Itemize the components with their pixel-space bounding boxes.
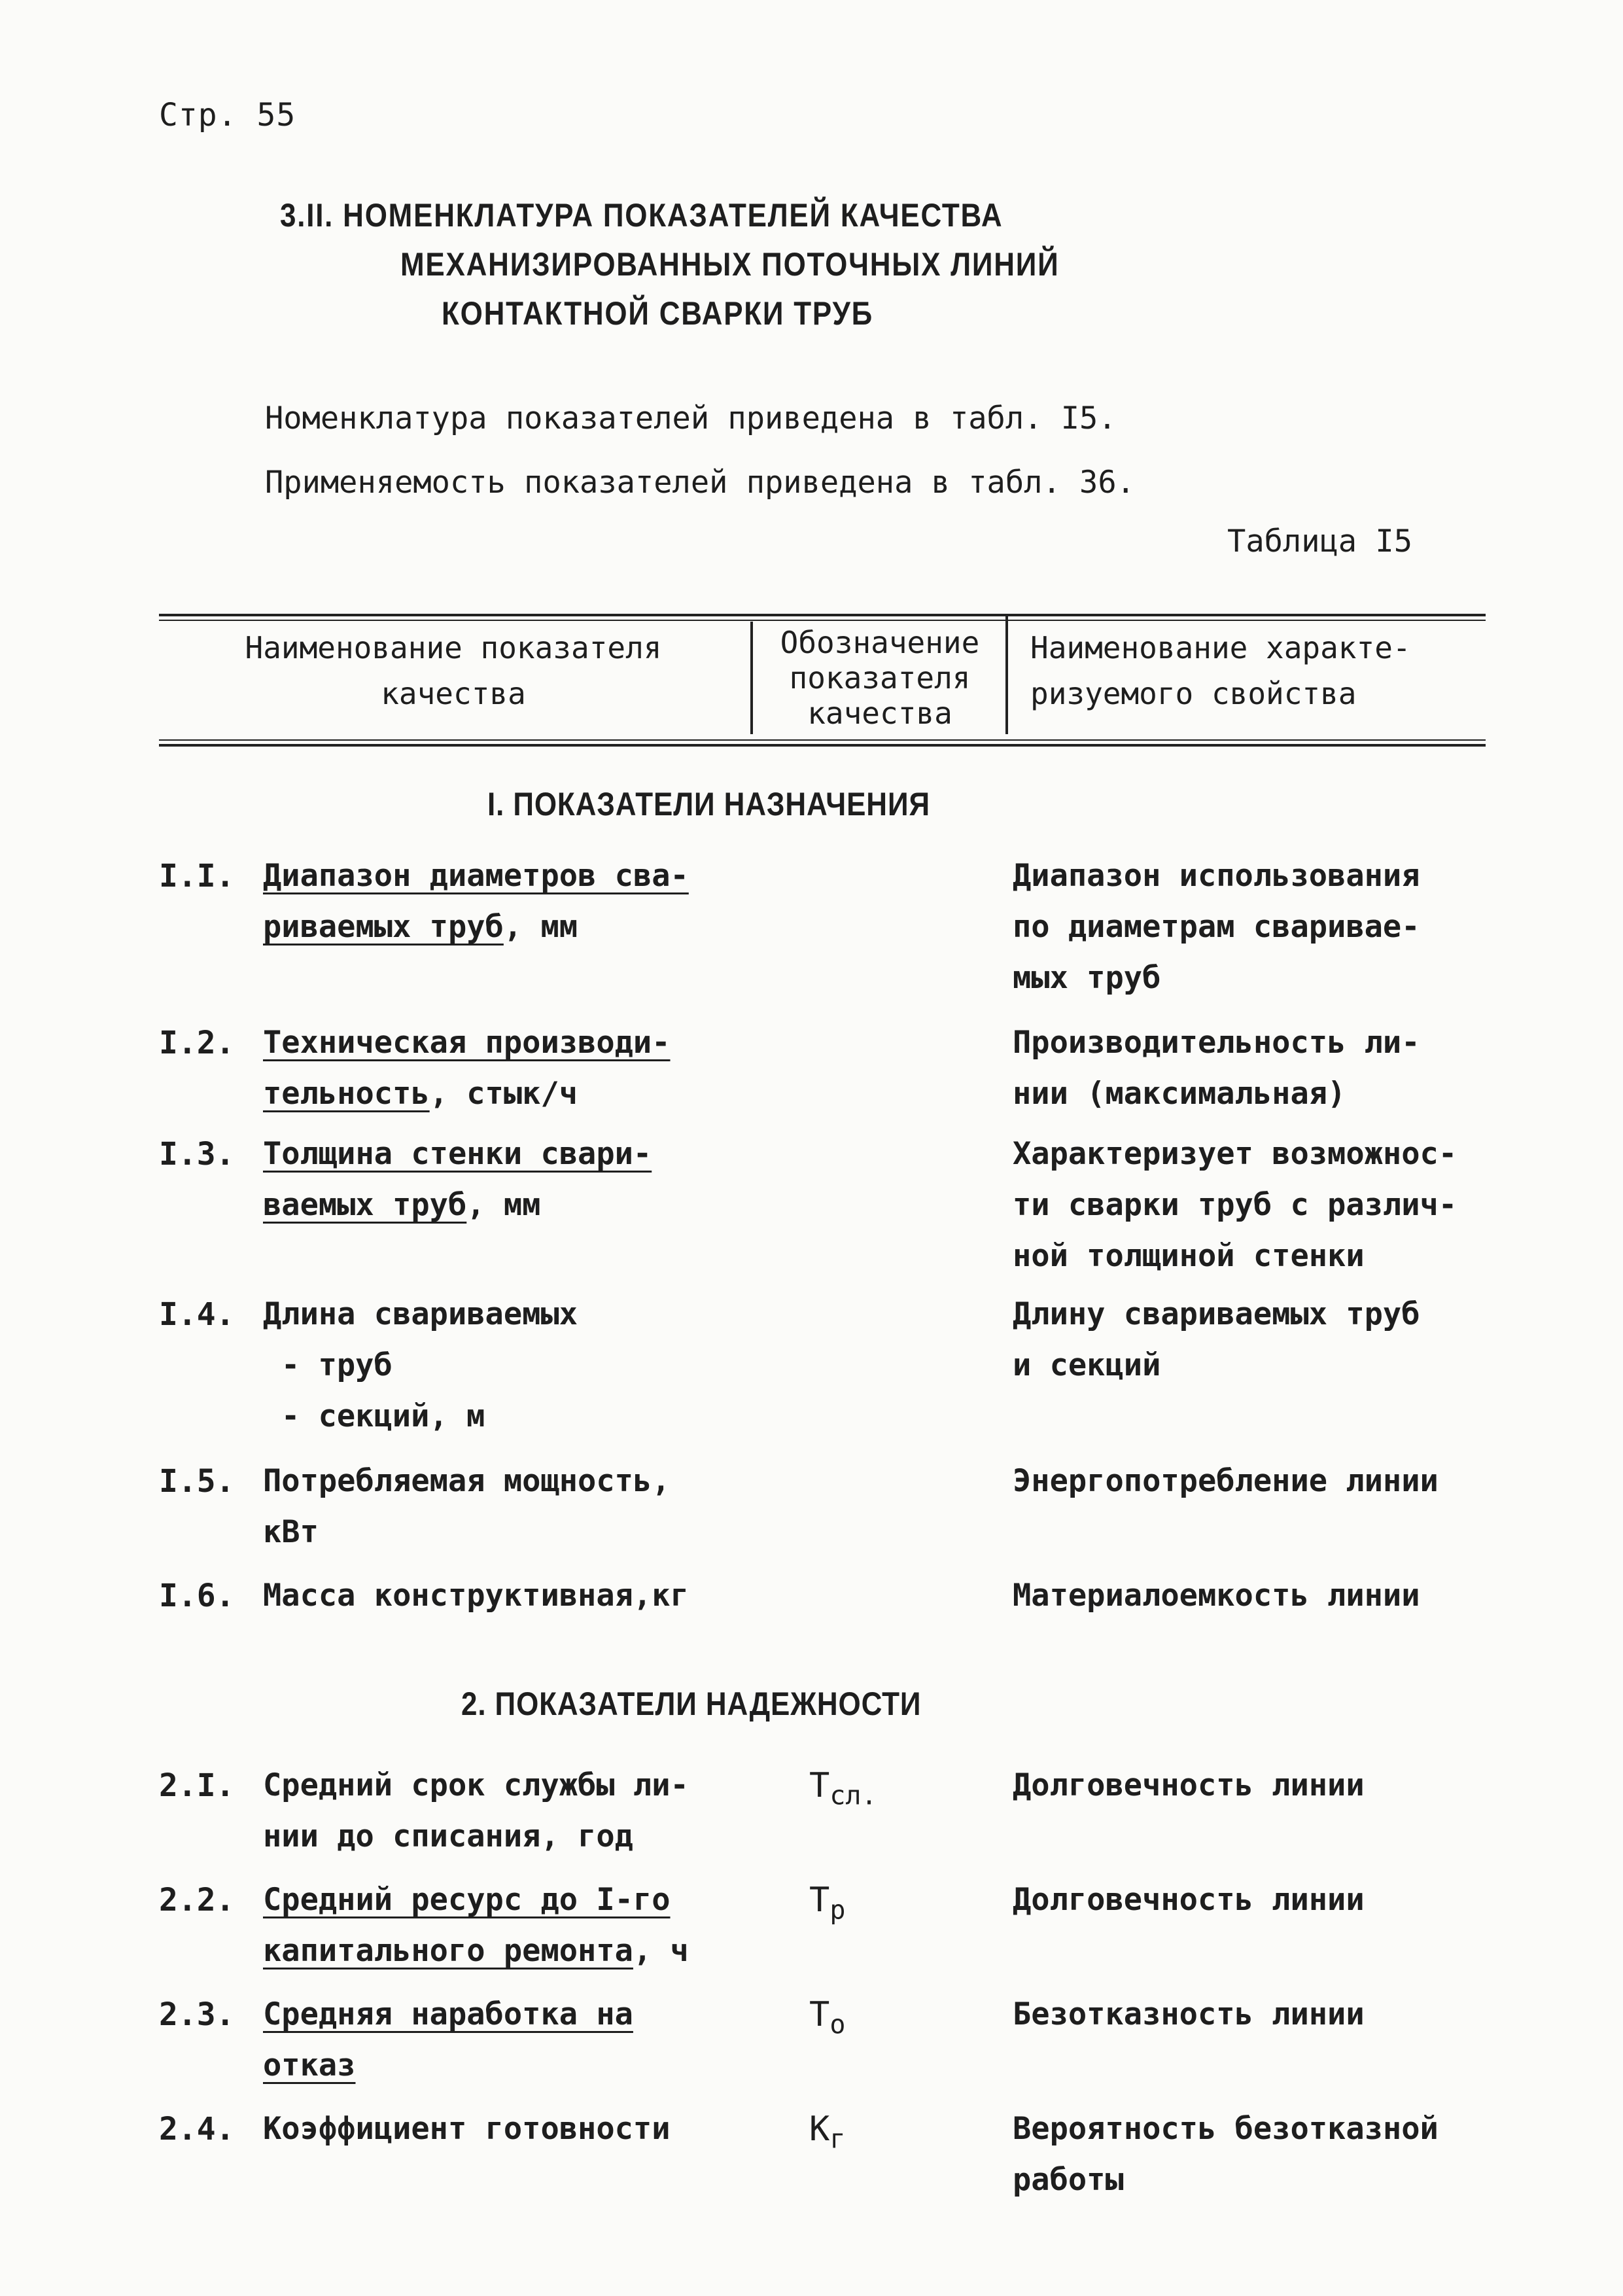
row-name-underlined: Средний ресурс до I-го [263,1882,671,1918]
row-property-line-1: Производительность ли- [1013,1025,1420,1061]
row-number: I.6. [159,1578,235,1614]
row-name-unit: , мм [503,909,578,945]
row-name-line-1: Средний срок службы ли- [263,1767,689,1803]
row-name-underlined: Диапазон диаметров сва- [263,858,689,894]
row-number: I.2. [159,1025,235,1061]
table-caption: Таблица I5 [1227,523,1412,559]
row-name-line-1: Потребляемая мощность, [263,1463,671,1499]
row-name [263,1017,747,1120]
row-property-line-2: и секций [1013,1347,1161,1383]
row-property: Энергопотребление линии [1013,1463,1439,1499]
page-number: Стр. 55 [159,97,296,133]
row-symbol [809,1989,845,2050]
row-property: Безотказность линии [1013,1996,1365,2032]
row-name [263,851,747,953]
row-name-line-2: нии до списания, год [263,1818,633,1854]
row-name: Масса конструктивная,кг [263,1578,689,1614]
row-name-unit: , стык/ч [429,1076,578,1112]
table-header-rule-thin [159,739,1486,741]
row-name-underlined-2: капитального ремонта [263,1933,633,1969]
row-name-unit: , ч [633,1933,689,1969]
table-top-rule-thin [159,620,1486,621]
row-property-line-2: работы [1013,2162,1124,2198]
row-property-line-2: нии (максимальная) [1013,1076,1346,1112]
row-number: 2.3. [159,1996,235,2033]
row-name-underlined-2: тельность [263,1076,430,1112]
row-property-line-2: ти сварки труб с различ- [1013,1187,1457,1223]
header-col-property [1030,625,1488,716]
intro-paragraph-1: Номенклатура показателей приведена в табл. I5. [265,400,1117,436]
row-name-underlined-2: риваемых труб [263,909,504,945]
row-name-underlined-2: отказ [263,2047,356,2083]
row-symbol [809,1760,877,1821]
header-col-property-line-1: Наименование характе- [1030,630,1411,665]
row-symbol-sub: г [829,2124,846,2155]
row-property [1013,1289,1510,1391]
heading-line-3: КОНТАКТНОЙ СВАРКИ ТРУБ [442,295,873,332]
header-col-property-line-2: ризуемого свойства [1030,676,1357,711]
row-number: 2.I. [159,1767,235,1804]
header-separator-1 [750,622,753,734]
row-property-line-1: Диапазон использования [1013,858,1420,894]
intro-paragraph-2: Применяемость показателей приведена в табл. 36. [265,465,1135,501]
row-property-line-3: ной толщиной стенки [1013,1238,1365,1274]
header-col-symbol [756,625,1004,731]
row-number: 2.4. [159,2111,235,2147]
row-symbol-main: Т [809,1766,830,1805]
row-name [263,1456,747,1558]
row-name-underlined-2: ваемых труб [263,1187,467,1223]
row-property: Долговечность линии [1013,1767,1365,1803]
row-name-underlined: Техническая производи- [263,1025,671,1061]
row-symbol-sub: о [829,2009,846,2040]
row-name-underlined: Средняя наработка на [263,1996,633,2032]
header-col-name [159,625,748,716]
header-col-symbol-line-1: Обозначение [780,625,980,660]
row-property [1013,1017,1510,1120]
row-number: 2.2. [159,1882,235,1918]
row-symbol-sub: р [829,1895,846,1926]
heading-line-2: МЕХАНИЗИРОВАННЫХ ПОТОЧНЫХ ЛИНИЙ [400,246,1060,283]
row-property-line-1: Вероятность безотказной [1013,2111,1439,2147]
table-top-rule [159,614,1486,616]
row-name [263,1129,747,1231]
row-number: I.5. [159,1463,235,1500]
row-number: I.3. [159,1136,235,1173]
row-property-line-3: мых труб [1013,960,1161,996]
row-property: Материалоемкость линии [1013,1578,1420,1614]
section-title-1: I. ПОКАЗАТЕЛИ НАЗНАЧЕНИЯ [487,786,930,822]
row-name [263,1289,747,1442]
row-symbol [809,1875,845,1935]
row-symbol-main: Т [809,1995,830,2034]
row-name-underlined: Толщина стенки свари- [263,1136,652,1172]
row-property [1013,1129,1510,1282]
heading-line-1: 3.II. НОМЕНКЛАТУРА ПОКАЗАТЕЛЕЙ КАЧЕСТВА [280,197,1003,234]
row-name [263,1989,747,2091]
row-name-line-1: Длина свариваемых [263,1296,578,1332]
row-symbol [809,2104,845,2164]
row-name [263,1875,747,1977]
row-name-line-2: - труб [281,1347,393,1383]
row-property [1013,2104,1510,2206]
row-name [263,1760,747,1862]
row-number: I.4. [159,1296,235,1333]
header-col-symbol-line-3: качества [807,696,952,731]
row-name-unit: , мм [466,1187,541,1223]
row-number: I.I. [159,858,235,894]
row-symbol-main: Т [809,1881,830,1920]
row-name: Коэффициент готовности [263,2111,671,2147]
header-col-symbol-line-2: показателя [789,660,971,696]
row-symbol-main: К [809,2110,830,2149]
row-property-line-2: по диаметрам сваривае- [1013,909,1420,945]
header-col-name-line-2: качества [381,676,526,711]
row-property-line-1: Длину свариваемых труб [1013,1296,1420,1332]
row-property-line-1: Характеризует возможнос- [1013,1136,1457,1172]
header-separator-2 [1005,615,1008,734]
row-property [1013,851,1510,1004]
row-name-line-2: кВт [263,1514,319,1550]
table-header-rule [159,744,1486,747]
section-title-2: 2. ПОКАЗАТЕЛИ НАДЕЖНОСТИ [461,1686,922,1722]
row-symbol-sub: сл. [829,1780,877,1811]
header-col-name-line-1: Наименование показателя [245,630,662,665]
row-property: Долговечность линии [1013,1882,1365,1918]
row-name-line-3: - секций, м [281,1398,485,1434]
